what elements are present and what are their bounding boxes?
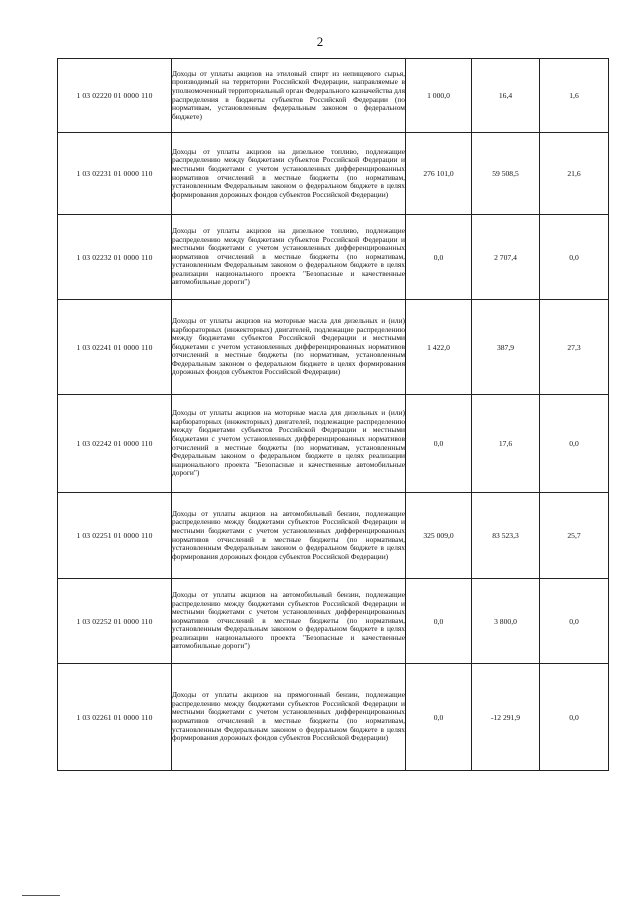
budget-code: 1 03 02242 01 0000 110 (58, 395, 172, 493)
revenue-description: Доходы от уплаты акцизов на прямогонный бензин, подлежащие распределению между бюджетами субъектов Российской Федерации и местными бюджетами с учетом установленных дифференцированных нормативов отчислений в местные бюджеты (по нормативам, установленным Федеральным законом о федеральном бюджете в целях формирования дорожных фондов субъектов Российской Федерации) (172, 664, 406, 771)
plan-amount: 0,0 (406, 395, 472, 493)
revenue-description: Доходы от уплаты акцизов на моторные масла для дизельных и (или) карбюраторных (инжекторных) двигателей, подлежащие распределению между бюджетами субъектов Российской Федерации и местными бюджетами с учетом установленных дифференцированных нормативов отчислений в местные бюджеты (по нормативам, установленным Федеральным законом о федеральном бюджете в целях реализации национального проекта "Безопасные и качественные автомобильные дороги") (172, 395, 406, 493)
plan-amount: 276 101,0 (406, 133, 472, 215)
plan-amount: 1 000,0 (406, 59, 472, 133)
table-row (58, 395, 609, 493)
execution-percent: 25,7 (540, 493, 609, 579)
revenue-description: Доходы от уплаты акцизов на этиловый спирт из непищевого сырья, производимый на территории Российской Федерации, направляемые в уполномоченный территориальный орган Федерального казначейства для распределения в бюджеты субъектов Российской Федерации (по нормативам, установленным федеральным законом о федеральном бюджете) (172, 59, 406, 133)
execution-percent: 0,0 (540, 579, 609, 664)
execution-percent: 21,6 (540, 133, 609, 215)
execution-percent: 27,3 (540, 300, 609, 395)
revenue-description: Доходы от уплаты акцизов на автомобильный бензин, подлежащие распределению между бюджетами субъектов Российской Федерации и местными бюджетами с учетом установленных дифференцированных нормативов отчислений в местные бюджеты (по нормативам, установленным Федеральным законом о федеральном бюджете в целях формирования дорожных фондов субъектов Российской Федерации) (172, 493, 406, 579)
execution-percent: 0,0 (540, 664, 609, 771)
budget-code: 1 03 02231 01 0000 110 (58, 133, 172, 215)
table-row (58, 579, 609, 664)
revenue-description: Доходы от уплаты акцизов на моторные масла для дизельных и (или) карбюраторных (инжекторных) двигателей, подлежащие распределению между бюджетами субъектов Российской Федерации и местными бюджетами с учетом установленных дифференцированных нормативов отчислений в местные бюджеты (по нормативам, установленным Федеральным законом о федеральном бюджете в целях формирования дорожных фондов субъектов Российской Федерации) (172, 300, 406, 395)
footer-divider (22, 895, 60, 896)
actual-amount: 3 800,0 (472, 579, 540, 664)
budget-code: 1 03 02232 01 0000 110 (58, 215, 172, 300)
actual-amount: -12 291,9 (472, 664, 540, 771)
execution-percent: 0,0 (540, 395, 609, 493)
actual-amount: 17,6 (472, 395, 540, 493)
revenue-description: Доходы от уплаты акцизов на автомобильный бензин, подлежащие распределению между бюджетами субъектов Российской Федерации и местными бюджетами с учетом установленных дифференцированных нормативов отчислений в местные бюджеты (по нормативам, установленным Федеральным законом о федеральном бюджете в целях реализации национального проекта "Безопасные и качественные автомобильные дороги") (172, 579, 406, 664)
actual-amount: 2 707,4 (472, 215, 540, 300)
table-row (58, 664, 609, 771)
page-number: 2 (316, 34, 324, 49)
plan-amount: 0,0 (406, 579, 472, 664)
execution-percent: 1,6 (540, 59, 609, 133)
plan-amount: 0,0 (406, 215, 472, 300)
budget-code: 1 03 02220 01 0000 110 (58, 59, 172, 133)
plan-amount: 1 422,0 (406, 300, 472, 395)
table-row (58, 59, 609, 133)
budget-code: 1 03 02261 01 0000 110 (58, 664, 172, 771)
table-row (58, 300, 609, 395)
plan-amount: 325 009,0 (406, 493, 472, 579)
actual-amount: 387,9 (472, 300, 540, 395)
revenue-table (57, 58, 609, 771)
actual-amount: 83 523,3 (472, 493, 540, 579)
table-row (58, 493, 609, 579)
revenue-description: Доходы от уплаты акцизов на дизельное топливо, подлежащие распределению между бюджетами субъектов Российской Федерации и местными бюджетами с учетом установленных дифференцированных нормативов отчислений в местные бюджеты (по нормативам, установленным Федеральным законом о федеральном бюджете в целях реализации национального проекта "Безопасные и качественные автомобильные дороги") (172, 215, 406, 300)
execution-percent: 0,0 (540, 215, 609, 300)
revenue-description: Доходы от уплаты акцизов на дизельное топливо, подлежащие распределению между бюджетами субъектов Российской Федерации и местными бюджетами с учетом установленных дифференцированных нормативов отчислений в местные бюджеты (по нормативам, установленным Федеральным законом о федеральном бюджете в целях формирования дорожных фондов субъектов Российской Федерации) (172, 133, 406, 215)
actual-amount: 59 508,5 (472, 133, 540, 215)
plan-amount: 0,0 (406, 664, 472, 771)
actual-amount: 16,4 (472, 59, 540, 133)
table-row (58, 215, 609, 300)
budget-code: 1 03 02241 01 0000 110 (58, 300, 172, 395)
budget-code: 1 03 02252 01 0000 110 (58, 579, 172, 664)
budget-code: 1 03 02251 01 0000 110 (58, 493, 172, 579)
table-row (58, 133, 609, 215)
